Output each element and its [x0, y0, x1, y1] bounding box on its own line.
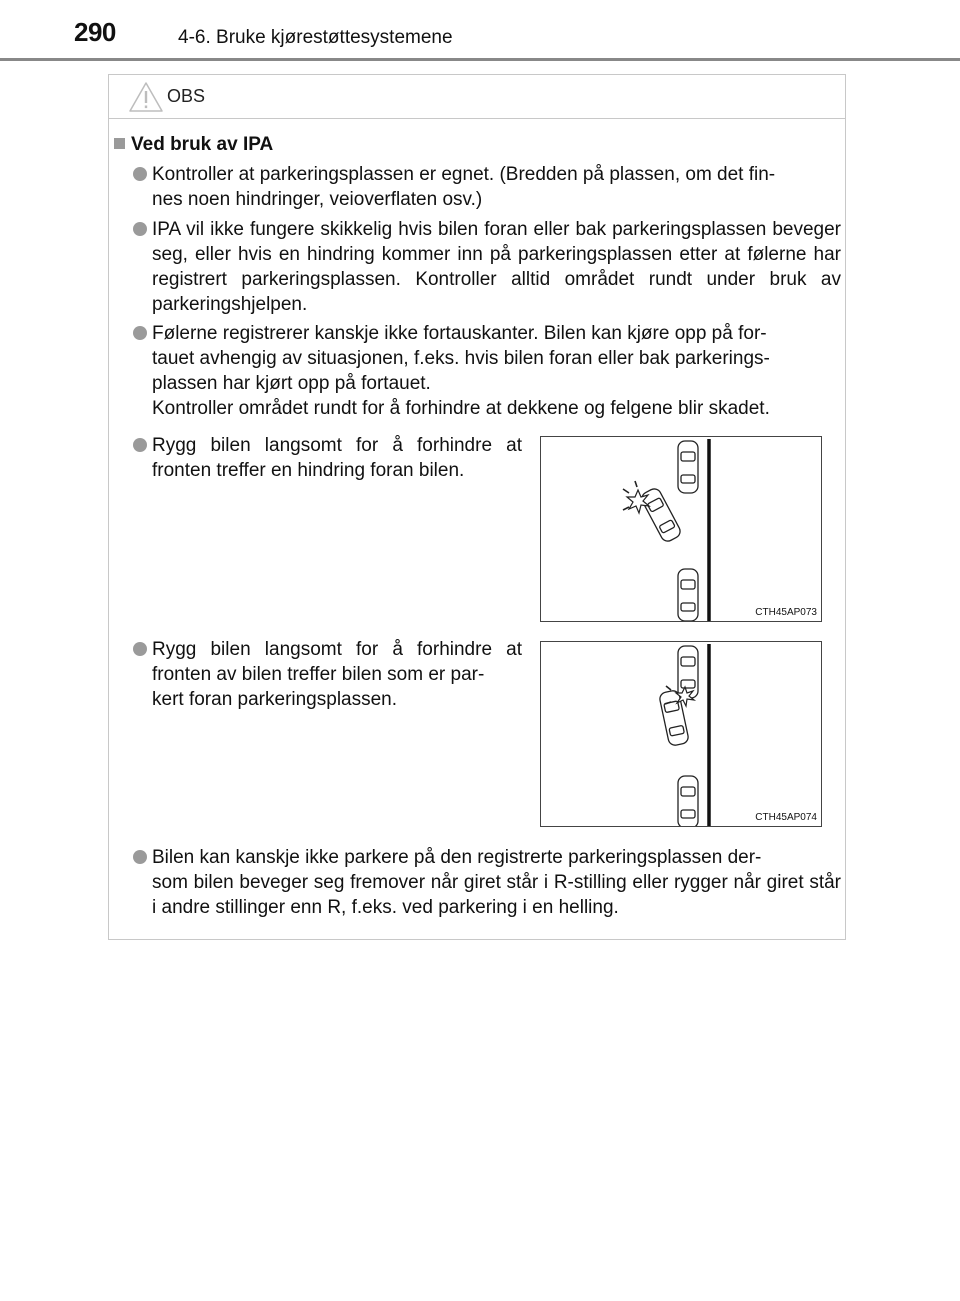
bullet-item: [128, 162, 841, 212]
header-rule: [0, 58, 960, 61]
notice-header: [109, 75, 845, 119]
page-number: 290: [74, 17, 116, 47]
bullet-item: [128, 637, 522, 712]
page-header: [0, 0, 960, 62]
bullet-item: [128, 217, 841, 317]
circle-bullet-icon: [133, 326, 147, 340]
bullet-item: [128, 321, 841, 421]
circle-bullet-icon: [133, 167, 147, 181]
figure-obstacle: [540, 436, 822, 622]
figure-code: CTH45AP074: [755, 812, 817, 823]
bullet-text: Kontroller at parkeringsplassen er egnet. (Bredden på plassen, om det fin- nes noen hindringer, veioverflaten osv.): [152, 164, 776, 210]
section-title: 4-6. Bruke kjørestøttesystemene: [178, 27, 453, 48]
bullet-item: [128, 845, 841, 920]
bullet-item: [128, 433, 522, 483]
square-bullet-icon: [114, 138, 125, 149]
subheading: [114, 134, 273, 156]
figure-code: CTH45AP073: [755, 607, 817, 618]
circle-bullet-icon: [133, 850, 147, 864]
bullet-text: Bilen kan kanskje ikke parkere på den registrerte parkeringsplassen der- som bilen beveger seg fremover når giret står i R-stilling eller rygger når giret står i andre stillinger enn R, f.eks. ved parkering i en helling.: [152, 847, 841, 918]
bullet-text: Rygg bilen langsomt for å forhindre at fronten treffer en hindring foran bilen.: [152, 435, 522, 481]
bullet-text: IPA vil ikke fungere skikkelig hvis bilen foran eller bak parkeringsplassen beveger seg, eller hvis en hindring kommer inn på parkeringsplassen etter at følerne har registrert parkeringsplassen. Kontroller alltid området rundt under bruk av parkeringshjelpen.: [152, 219, 841, 315]
circle-bullet-icon: [133, 642, 147, 656]
bullet-text: Følerne registrerer kanskje ikke fortauskanter. Bilen kan kjøre opp på for- tauet avhengig av situasjonen, f.eks. hvis bilen foran eller bak parkerings- plassen har kjørt opp på fortauet. Kontroller området rundt for å forhindre at dekkene og felgene blir skadet.: [152, 323, 770, 419]
warning-triangle-icon: [128, 81, 164, 113]
bullet-text: Rygg bilen langsomt for å forhindre at fronten av bilen treffer bilen som er par- kert foran parkeringsplassen.: [152, 639, 522, 710]
circle-bullet-icon: [133, 222, 147, 236]
parking-obstacle-illustration: [541, 437, 822, 622]
notice-box: [108, 74, 846, 940]
parking-collision-illustration: [541, 642, 822, 827]
notice-label: OBS: [167, 86, 206, 106]
subheading-text: Ved bruk av IPA: [131, 134, 274, 155]
circle-bullet-icon: [133, 438, 147, 452]
figure-collision: [540, 641, 822, 827]
